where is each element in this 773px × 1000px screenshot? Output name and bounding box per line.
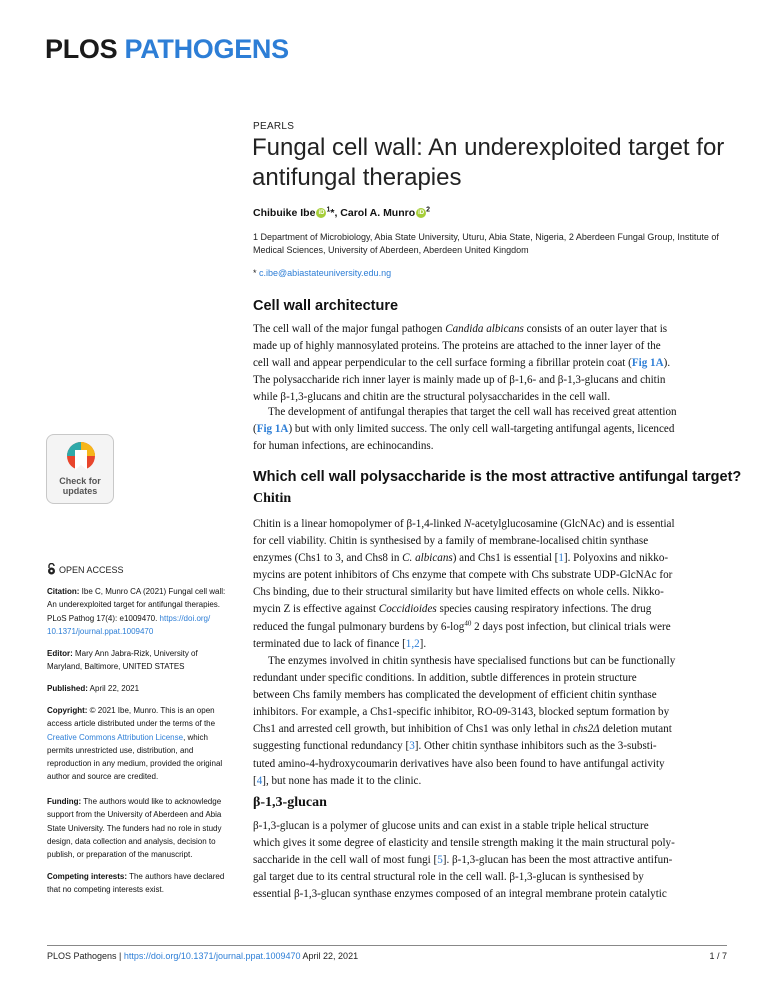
author-name[interactable]: Chibuike Ibe [253,207,316,219]
reference-link[interactable]: 3 [409,740,415,753]
figure-link[interactable]: Fig 1A [631,357,664,370]
reference-link[interactable]: 1,2 [405,637,420,650]
section-heading: Cell wall architecture [253,298,399,314]
orcid-icon[interactable]: iD [418,210,425,217]
copyright-block: Copyright: © 2021 Ibe, Munro. This is an open access article distributed under the terms of the Creative Commons Attribution License, which permits unrestricted use, distribution, and reproduction in any medium, provided the original author and source are credited. [47,706,223,782]
footer-doi-link[interactable]: https://doi.org/10.1371/journal.ppat.1009470 [123,951,301,961]
competing-interests-block: Competing interests: The authors have declared that no competing interests exist. [47,872,225,895]
reference-link[interactable]: 5 [437,854,443,867]
section-heading: Which cell wall polysaccharide is the most attractive antifungal target? [253,469,742,485]
open-lock-icon [47,563,56,575]
affiliations: 1 Department of Microbiology, Abia State University, Uturu, Abia State, Nigeria, 2 Aberdeen Fungal Group, Institute of Medical Sciences, University of Aberdeen, Aberdeen United Kingdom [253,232,719,255]
body-paragraph: Chitin is a linear homopolymer of β-1,4-linked N-acetylglucosamine (GlcNAc) and is essential for cell viability. Chitin is synthesised by a family of membrane-localised chitin synthase enzymes (Chs1 to 3, and Chs8 in C. albicans) and Chs1 is essential [1]. Polyoxins and nikko- mycins are potent inhibitors of Chs enzyme that compete with Chs substrate UDP-GlcNAc for Chs binding, due to their structural similarity but have limited effects on whole cells. Nikko- mycin Z is effective against Coccidioides species causing respiratory infections. The drug reduced the fungal pulmonary burdens by $6-\log^{40}$ 2 days post infection, but clinical trials were terminated due to lack of finance [1,2]. [253,518,675,650]
license-link[interactable]: Creative Commons Attribution License [47,732,184,742]
doi-link[interactable]: https://doi.org/ [159,613,211,623]
body-paragraph: β-1,3-glucan is a polymer of glucose units and can exist in a stable triple helical structure which gives it some degree of elasticity and tensile strength making it the main structural poly- saccharide in the cell wall of most fungi [5]. β-1,3-glucan has been the most attractive antifun- gal target due to its central structural role in the cell wall. β-1,3-glucan is synthesised by essential β-1,3-glucan synthase enzymes composed of an integral membrane protein catalytic [253,820,675,901]
body-paragraph: The development of antifungal therapies that target the cell wall has received great attention (Fig 1A) but with only limited success. The only cell wall-targeting antifungal agents, licenced for human infections, are echinocandins. [253,406,677,453]
author-affiliation-sup: 1 [326,206,331,214]
logo-pathogens: PATHOGENS [124,34,289,64]
check-for-updates-badge[interactable] [46,434,114,504]
page-number: 1 / 7 [709,951,727,961]
open-access-label: OPEN ACCESS [47,563,124,575]
corresponding-marker: * [330,207,335,219]
logo-plos: PLOS [45,34,125,64]
bookmark-icon [65,441,97,475]
author-list: Chibuike Ibe iD $^1$*, Carol A. Munro iD $^2$ [253,206,431,219]
corresp-marker: * [253,268,257,278]
author-name[interactable]: Carol A. Munro [340,207,416,219]
corresp-email-link[interactable]: c.ibe@abiastateuniversity.edu.ng [259,268,392,278]
orcid-icon[interactable]: iD [318,210,325,217]
check-line-1: Check for [59,476,101,486]
journal-logo[interactable] [45,34,289,65]
published-block: Published: April 22, 2021 [47,684,140,693]
footer-citation: PLOS Pathogens | https://doi.org/10.1371/journal.ppat.1009470 April 22, 2021 [47,951,359,961]
body-paragraph: The enzymes involved in chitin synthesis have specialised functions but can be functionally redundant under specific conditions. In addition, subtle differences in protein structure between Chs family members has complicated the development of efficient chitin synthase inhibitors. For example, a Chs1-specific inhibitor, RO-09-3143, blocked septum formation by Chs1 and arrested cell growth, but inhibition of Chs1 was only lethal in chs2Δ deletion mutant suggesting functional redundancy [3]. Other chitin synthase inhibitors such as the 3-substi- tuted amino-4-hydroxycoumarin derivatives have also been found to have antifungal activity [4], but none has made it to the clinic. [253,655,676,787]
editor-block: Editor: Mary Ann Jabra-Rizk, University of Maryland, Baltimore, UNITED STATES [47,649,198,672]
reference-link[interactable]: 1 [558,552,564,565]
correspondence [253,268,391,278]
subsection-heading: β-1,3-glucan [253,795,327,810]
figure-link[interactable]: Fig 1A [256,423,289,436]
page-footer [47,945,727,961]
reference-link[interactable]: 4 [256,774,263,787]
check-line-2: updates [62,486,98,496]
body-paragraph: The cell wall of the major fungal pathogen Candida albicans consists of an outer layer that is made up of highly mannosylated proteins. The proteins are attached to the inner layer of the cell wall and appear perpendicular to the cell surface forming a fibrillar protein coat (Fig 1A). The polysaccharide rich inner layer is mainly made up of β-1,6- and β-1,3-glucans and chitin while β-1,3-glucans and chitin are the structural polysaccharides in the cell wall. [253,323,671,404]
citation-block: Citation: Ibe C, Munro CA (2021) Fungal cell wall: An underexploited target for antifungal therapies. PLoS Pathog 17(4): e1009470. https://doi.org/ 10.1371/journal.ppat.1009470 [47,585,237,638]
article-type: PEARLS [253,121,295,132]
subsection-heading: Chitin [253,491,292,506]
article-title: Fungal cell wall: An underexploited target for antifungal therapies [252,134,725,191]
author-affiliation-sup: 2 [426,206,431,214]
funding-block: Funding: The authors would like to acknowledge support from the University of Aberdeen and Abia State University. The funders had no role in study design, data collection and analysis, decision to publish, or preparation of the manuscript. [47,797,222,860]
doi-link[interactable]: 10.1371/journal.ppat.1009470 [47,626,154,636]
